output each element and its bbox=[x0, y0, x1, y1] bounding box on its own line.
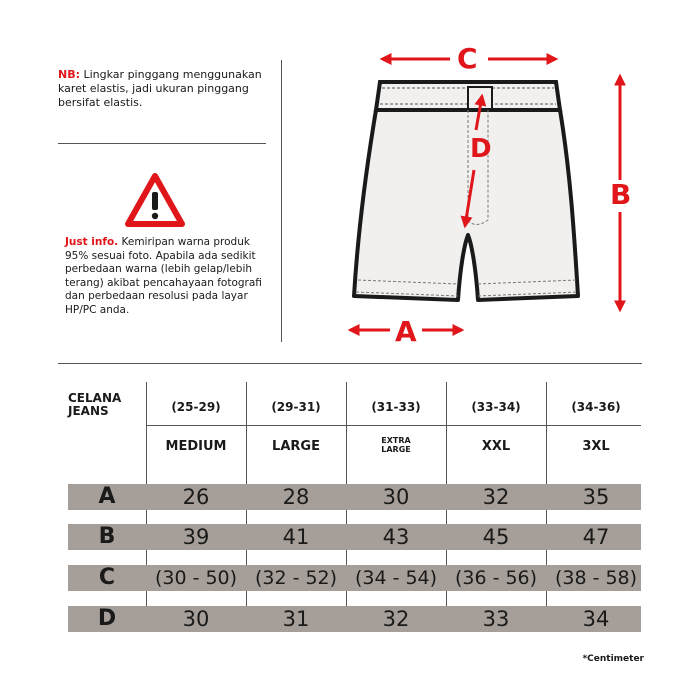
table-cell: 34 bbox=[582, 607, 610, 631]
info-text: Kemiripan warna produk 95% sesuai foto. Apabila ada sedikit perbedaan warna (lebih gelap/lebih terang) akibat pencahayaan fotografi dan perbedaan resolusi pada layar HP/PC anda. bbox=[65, 236, 262, 316]
table-cell: (34 - 54) bbox=[354, 567, 438, 589]
table-top-divider bbox=[58, 363, 642, 364]
range-0: (25-29) bbox=[171, 400, 221, 414]
label-a: A bbox=[395, 315, 417, 348]
range-2: (31-33) bbox=[371, 400, 421, 414]
row-label-a: A bbox=[98, 484, 116, 509]
size-2 bbox=[347, 436, 445, 454]
size-4: 3XL bbox=[582, 439, 610, 454]
size-1: LARGE bbox=[272, 439, 320, 454]
range-1: (29-31) bbox=[271, 400, 321, 414]
table-cell: 33 bbox=[482, 607, 510, 631]
row-label-c: C bbox=[98, 565, 116, 590]
table-cell: 35 bbox=[582, 485, 610, 509]
table-title bbox=[68, 392, 121, 418]
info-note bbox=[65, 236, 275, 317]
table-cell: (32 - 52) bbox=[254, 567, 338, 589]
table-cell: (30 - 50) bbox=[154, 567, 238, 589]
range-3: (33-34) bbox=[471, 400, 521, 414]
table-cell: 31 bbox=[282, 607, 310, 631]
table-title-line1: CELANA bbox=[68, 391, 122, 405]
size-0: MEDIUM bbox=[165, 439, 227, 454]
table-cell: 39 bbox=[182, 525, 210, 549]
table-cell: 47 bbox=[582, 525, 610, 549]
table-cell: 30 bbox=[182, 607, 210, 631]
nb-text: Lingkar pinggang menggunakan karet elastis, jadi ukuran pinggang bersifat elastis. bbox=[58, 68, 262, 109]
label-c: C bbox=[457, 42, 478, 75]
warning-icon bbox=[124, 172, 186, 228]
table-cell: (38 - 58) bbox=[554, 567, 638, 589]
table-cell: 43 bbox=[382, 525, 410, 549]
row-label-b: B bbox=[98, 524, 116, 549]
nb-label: NB: bbox=[58, 68, 80, 81]
nb-note bbox=[58, 68, 273, 110]
table-cell: 32 bbox=[382, 607, 410, 631]
label-b: B bbox=[610, 178, 632, 211]
size-3: XXL bbox=[481, 439, 511, 454]
table-cell: 28 bbox=[282, 485, 310, 509]
label-d: D bbox=[470, 134, 492, 164]
footnote: *Centimeter bbox=[582, 654, 644, 664]
shorts-diagram bbox=[330, 30, 650, 350]
row-label-d: D bbox=[97, 606, 117, 631]
size-2-line2: LARGE bbox=[381, 445, 411, 454]
table-cell: 30 bbox=[382, 485, 410, 509]
info-label: Just info. bbox=[65, 236, 119, 248]
table-cell: 45 bbox=[482, 525, 510, 549]
table-cell: 26 bbox=[182, 485, 210, 509]
size-2-line1: EXTRA bbox=[381, 436, 411, 445]
table-cell: (36 - 56) bbox=[454, 567, 538, 589]
notes-divider bbox=[58, 143, 266, 144]
table-cell: 41 bbox=[282, 525, 310, 549]
header-divider bbox=[146, 425, 641, 426]
section-divider bbox=[281, 60, 282, 342]
table-title-line2: JEANS bbox=[68, 404, 109, 418]
range-4: (34-36) bbox=[571, 400, 621, 414]
table-cell: 32 bbox=[482, 485, 510, 509]
